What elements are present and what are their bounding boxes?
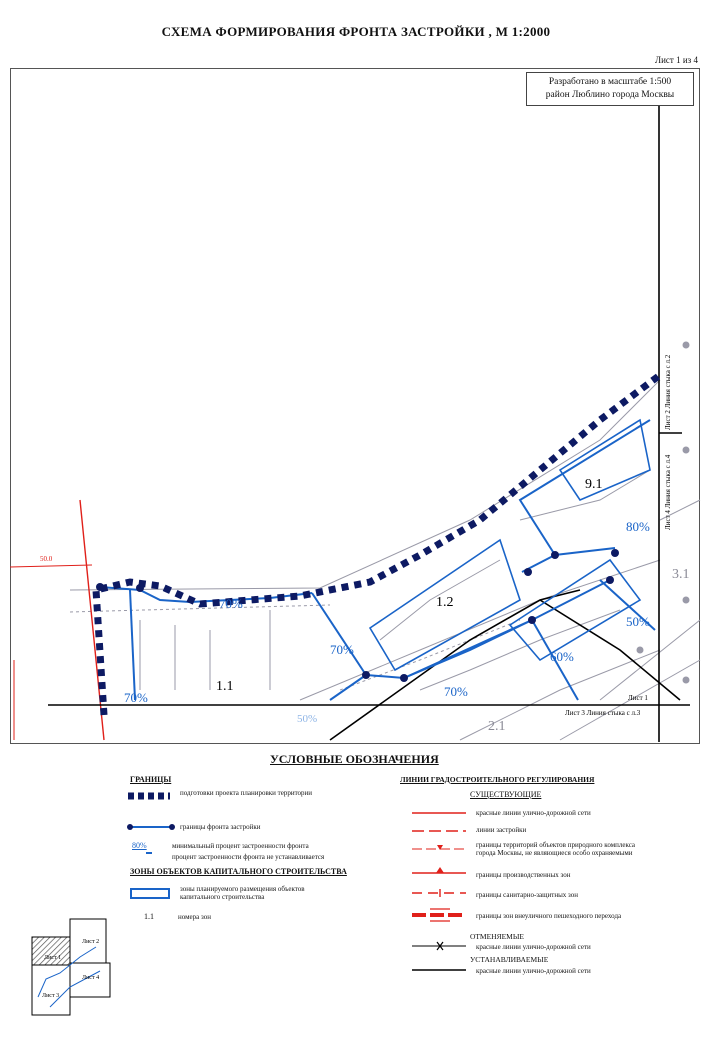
legend-title: УСЛОВНЫЕ ОБОЗНАЧЕНИЯ bbox=[270, 752, 439, 766]
legend-established-heading: УСТАНАВЛИВАЕМЫЕ bbox=[470, 955, 549, 964]
percent-label: 70% bbox=[219, 596, 243, 611]
legend-existing-heading: СУЩЕСТВУЮЩИЕ bbox=[470, 790, 542, 799]
key-map-sheet-4: Лист 4 bbox=[82, 975, 100, 981]
planning-boundary bbox=[96, 375, 660, 715]
legend-text: красные линии улично-дорожной сети bbox=[476, 967, 591, 975]
legend-symbol-zone bbox=[130, 888, 170, 899]
sheet-number: Лист 1 из 4 bbox=[655, 55, 698, 65]
legend-text: номера зон bbox=[178, 913, 211, 921]
percent-label: 80% bbox=[626, 519, 650, 534]
percent-label: 50% bbox=[297, 713, 318, 725]
legend-symbol-planning bbox=[126, 790, 172, 802]
context-lines bbox=[70, 380, 660, 740]
join-label-sheet-2: Лист 2 Линия стыка с л.2 bbox=[664, 354, 672, 430]
legend-cancelled-heading: ОТМЕНЯЕМЫЕ bbox=[470, 932, 524, 941]
stamp-scale: Разработано в масштабе 1:500 bbox=[548, 77, 672, 87]
percent-label: 70% bbox=[330, 642, 354, 657]
red-line-number: 50.0 bbox=[40, 555, 53, 563]
legend-text: красные линии улично-дорожной сети bbox=[476, 809, 591, 817]
legend-symbol-cancelled bbox=[410, 940, 470, 952]
capital-construction-zones bbox=[370, 420, 650, 670]
legend-borders-heading: ГРАНИЦЫ bbox=[130, 775, 172, 784]
legend-text: зоны планируемого размещения объектов капитального строительства bbox=[180, 885, 305, 901]
key-map-sheet-2: Лист 2 bbox=[82, 939, 100, 945]
legend-line-symbols bbox=[410, 805, 470, 930]
dash-icon bbox=[146, 852, 152, 854]
sheet-key-map bbox=[30, 917, 120, 1017]
legend-number-sample: 1.1 bbox=[144, 912, 154, 921]
red-line-street bbox=[10, 500, 104, 740]
adjacent-red-lines bbox=[560, 342, 700, 740]
legend-regulation-heading: ЛИНИИ ГРАДОСТРОИТЕЛЬНОГО РЕГУЛИРОВАНИЯ bbox=[400, 775, 595, 784]
percent-label: 60% bbox=[550, 649, 574, 664]
legend-text: границы санитарно-защитных зон bbox=[476, 891, 579, 899]
legend-text: минимальный процент застроенности фронта bbox=[172, 842, 309, 850]
page-title: СХЕМА ФОРМИРОВАНИЯ ФРОНТА ЗАСТРОЙКИ , М 1:2000 bbox=[161, 24, 551, 39]
legend-symbol-frontage bbox=[126, 822, 176, 832]
legend-text: границы фронта застройки bbox=[180, 823, 261, 831]
legend-text: границы производственных зон bbox=[476, 871, 571, 879]
key-map-sheet-3: Лист 3 bbox=[42, 993, 60, 999]
zone-label-2-1: 2.1 bbox=[488, 719, 506, 734]
zone-label-9-1: 9.1 bbox=[585, 477, 603, 492]
stamp-district: район Люблино города Москвы bbox=[545, 90, 675, 100]
key-map-sheet-1: Лист 1 bbox=[44, 955, 62, 961]
established-lines bbox=[330, 104, 682, 742]
legend-percent-sample: 80% bbox=[132, 841, 147, 850]
legend-text: процент застроенности фронта не устанавливается bbox=[172, 853, 325, 861]
scale-stamp bbox=[526, 72, 694, 106]
legend-text: красные линии улично-дорожной сети bbox=[476, 943, 591, 951]
legend-text: границы зон внеуличного пешеходного перехода bbox=[476, 912, 622, 920]
legend-text: линии застройки bbox=[476, 826, 527, 834]
zone-label-3-1: 3.1 bbox=[672, 567, 690, 582]
zone-label-1-2: 1.2 bbox=[436, 595, 454, 610]
percent-label: 70% bbox=[124, 690, 148, 705]
legend-text: границы территорий объектов природного комплекса города Москвы, не являющиеся особо охраняемыми bbox=[476, 841, 635, 857]
percent-label: 50% bbox=[626, 614, 650, 629]
join-label-sheet-3: Лист 3 Линия стыка с л.3 bbox=[565, 709, 641, 717]
zone-label-1-1: 1.1 bbox=[216, 679, 234, 694]
legend-zones-heading: ЗОНЫ ОБЪЕКТОВ КАПИТАЛЬНОГО СТРОИТЕЛЬСТВА bbox=[130, 867, 347, 876]
sheet-1-label: Лист 1 bbox=[628, 694, 648, 702]
legend-text: подготовки проекта планировки территории bbox=[180, 789, 313, 797]
legend-symbol-established bbox=[410, 965, 470, 975]
percent-label: 70% bbox=[444, 684, 468, 699]
join-label-sheet-4: Лист 4 Линия стыка с л.4 bbox=[664, 454, 672, 530]
